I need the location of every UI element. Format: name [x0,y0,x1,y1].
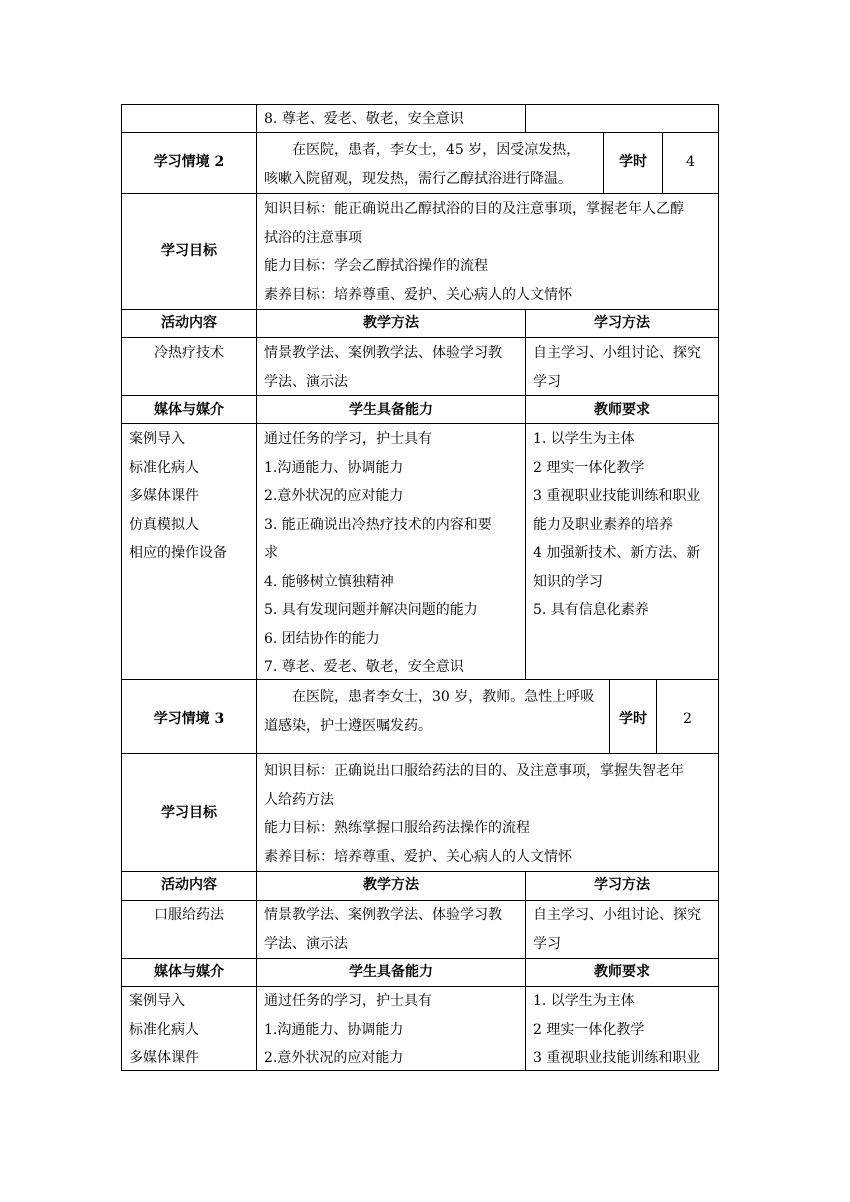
rule [256,104,257,1071]
scenario-3-ability-list: 通过任务的学习，护士具有 1.沟通能力、协调能力 2.意外状况的应对能力 [264,993,432,1066]
scenario-3-hours: 2 [683,711,692,727]
scenario-2-goals: 知识目标：能正确说出乙醇拭浴的目的及注意事项，掌握老年人乙醇 拭浴的注意事项 能力目标：学会乙醇拭浴操作的流程 素养目标：培养尊重、爱护、关心病人的人文情怀 [264,201,684,303]
scenario-2-ability-list: 通过任务的学习，护士具有 1.沟通能力、协调能力 2.意外状况的应对能力 3. 能正确说出冷热疗技术的内容和要 求 4. 能够树立慎独精神 5. 具有发现问题并解决问题的能力 6. 团结协作的能力 7. 尊老、爱老、敬老，安全意识 [264,431,492,675]
scenario-3-label: 学习情境 3 [153,711,225,727]
scenario-3-requirements-list: 1. 以学生为主体 2 理实一体化教学 3 重视职业技能训练和职业 [533,993,701,1066]
scenario-3-learning-method: 自主学习、小组讨论、探究 学习 [533,907,701,952]
rule [121,753,719,754]
scenario-2-requirements-list: 1. 以学生为主体 2 理实一体化教学 3 重视职业技能训练和职业 能力及职业素养的培养 4 加强新技术、新方法、新 知识的学习 5. 具有信息化素养 [533,431,701,618]
header-teaching-method: 教学方法 [363,877,419,893]
scenario-2-teaching-method: 情景教学法、案例教学法、体验学习教 学法、演示法 [264,345,502,390]
scenario-3-media-list: 案例导入 标准化病人 多媒体课件 [129,993,199,1066]
header-learning-method: 学习方法 [594,877,650,893]
header-teacher-requirements: 教师要求 [594,964,650,980]
scenario-2-hours-label: 学时 [619,154,647,170]
scenario-3-goals-label: 学习目标 [161,805,217,821]
header-student-ability: 学生具备能力 [349,964,433,980]
scenario-3-description: 在医院，患者李女士，30 岁，教师。急性上呼吸 道感染，护士遵医嘱发药。 [264,689,595,734]
header-teacher-requirements: 教师要求 [594,402,650,418]
header-student-ability: 学生具备能力 [349,402,433,418]
scenario-2-learning-method: 自主学习、小组讨论、探究 学习 [533,345,701,390]
rule [718,104,719,1071]
header-activity: 活动内容 [161,877,217,893]
scenario-2-goals-label: 学习目标 [161,243,217,259]
scenario-2-media-list: 案例导入 标准化病人 多媒体课件 仿真模拟人 相应的操作设备 [129,431,227,561]
rule [121,193,719,194]
scenario-3-teaching-method: 情景教学法、案例教学法、体验学习教 学法、演示法 [264,907,502,952]
scenario-3-hours-label: 学时 [619,711,647,727]
rule [525,309,526,680]
header-activity: 活动内容 [161,315,217,331]
scenario-3-activity: 口服给药法 [154,907,224,923]
header-learning-method: 学习方法 [594,315,650,331]
continued-ability-item: 8. 尊老、爱老、敬老，安全意识 [264,111,464,127]
scenario-2-activity: 冷热疗技术 [154,345,224,361]
scenario-3-goals: 知识目标：正确说出口服给药法的目的、及注意事项，掌握失智老年 人给药方法 能力目标：熟练掌握口服给药法操作的流程 素养目标：培养尊重、爱护、关心病人的人文情怀 [264,763,684,865]
scenario-2-description: 在医院，患者，李女士，45 岁，因受凉发热， 咳嗽入院留观，现发热，需行乙醇拭浴进行降温。 [264,142,581,187]
header-media: 媒体与媒介 [154,964,224,980]
header-teaching-method: 教学方法 [363,315,419,331]
rule [525,104,526,133]
scenario-2-label: 学习情境 2 [153,154,225,170]
scenario-2-hours: 4 [686,154,695,170]
header-media: 媒体与媒介 [154,402,224,418]
